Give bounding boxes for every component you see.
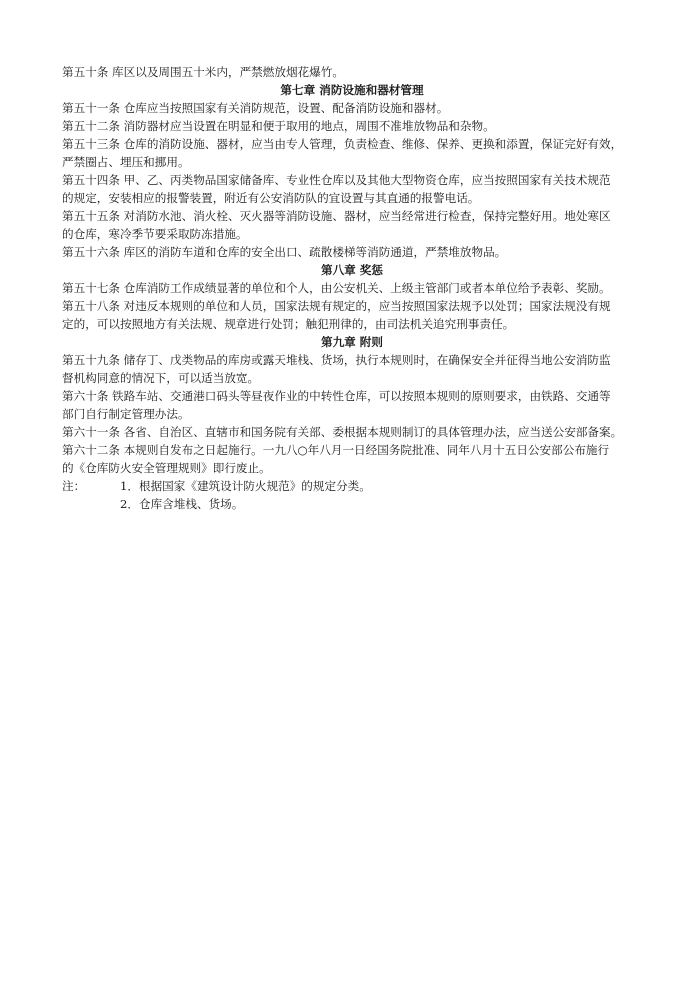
chapter-9-title: 第九章 附则 [320, 335, 383, 349]
article-57: 第五十七条 仓库消防工作成绩显著的单位和个人，由公安机关、上级主管部门或者本单位给予表彰、奖励。 [62, 281, 611, 295]
article-60: 第六十条 铁路车站、交通港口码头等昼夜作业的中转性仓库，可以按照本规则的原则要求，由铁路、交通等 [62, 389, 611, 403]
article-58-cont: 定的，可以按照地方有关法规、规章进行处罚；触犯刑律的，由司法机关追究刑事责任。 [62, 317, 515, 331]
chapter-7-title: 第七章 消防设施和器材管理 [280, 83, 424, 97]
note-prefix: 注： [62, 479, 86, 493]
article-53-cont: 严禁圈占、埋压和挪用。 [62, 155, 190, 169]
document-body [62, 63, 642, 513]
article-50: 第五十条 库区以及周围五十米内，严禁燃放烟花爆竹。 [62, 65, 344, 79]
article-51: 第五十一条 仓库应当按照国家有关消防规范，设置、配备消防设施和器材。 [62, 101, 449, 115]
article-59-cont: 督机构同意的情况下，可以适当放宽。 [62, 371, 260, 385]
note-1 [62, 477, 642, 495]
note-2 [62, 495, 642, 513]
article-55-cont: 的仓库，寒冷季节要采取防冻措施。 [62, 227, 248, 241]
article-55: 第五十五条 对消防水池、消火栓、灭火器等消防设施、器材，应当经常进行检查，保持完整好用。地处寒区 [62, 209, 611, 223]
article-54-cont: 的规定，安装相应的报警装置，附近有公安消防队的宜设置与其直通的报警电话。 [62, 191, 480, 205]
chapter-8-title: 第八章 奖惩 [320, 263, 383, 277]
note-1-text: 1．根据国家《建筑设计防火规范》的规定分类。 [120, 479, 371, 493]
article-54: 第五十四条 甲、乙、丙类物品国家储备库、专业性仓库以及其他大型物资仓库，应当按照国家有关技术规范 [62, 173, 611, 187]
article-56: 第五十六条 库区的消防车道和仓库的安全出口、疏散楼梯等消防通道，严禁堆放物品。 [62, 245, 507, 259]
article-61: 第六十一条 各省、自治区、直辖市和国务院有关部、委根据本规则制订的具体管理办法，应当送公安部备案。 [62, 425, 623, 439]
article-53: 第五十三条 仓库的消防设施、器材，应当由专人管理，负责检查、维修、保养、更换和添置，保证完好有效， [62, 137, 623, 151]
article-62-cont: 的《仓库防火安全管理规则》即行废止。 [62, 461, 271, 475]
article-58: 第五十八条 对违反本规则的单位和人员，国家法规有规定的，应当按照国家法规予以处罚；国家法规没有规 [62, 299, 611, 313]
article-52: 第五十二条 消防器材应当设置在明显和便于取用的地点，周围不准堆放物品和杂物。 [62, 119, 495, 133]
article-62: 第六十二条 本规则自发布之日起施行。一九八○年八月一日经国务院批准、同年八月十五日公安部公布施行 [62, 443, 610, 457]
article-60-cont: 部门自行制定管理办法。 [62, 407, 190, 421]
article-59: 第五十九条 储存丁、戊类物品的库房或露天堆栈、货场，执行本规则时，在确保安全并征得当地公安消防监 [62, 353, 611, 367]
note-2-text: 2．仓库含堆栈、货场。 [120, 497, 244, 511]
